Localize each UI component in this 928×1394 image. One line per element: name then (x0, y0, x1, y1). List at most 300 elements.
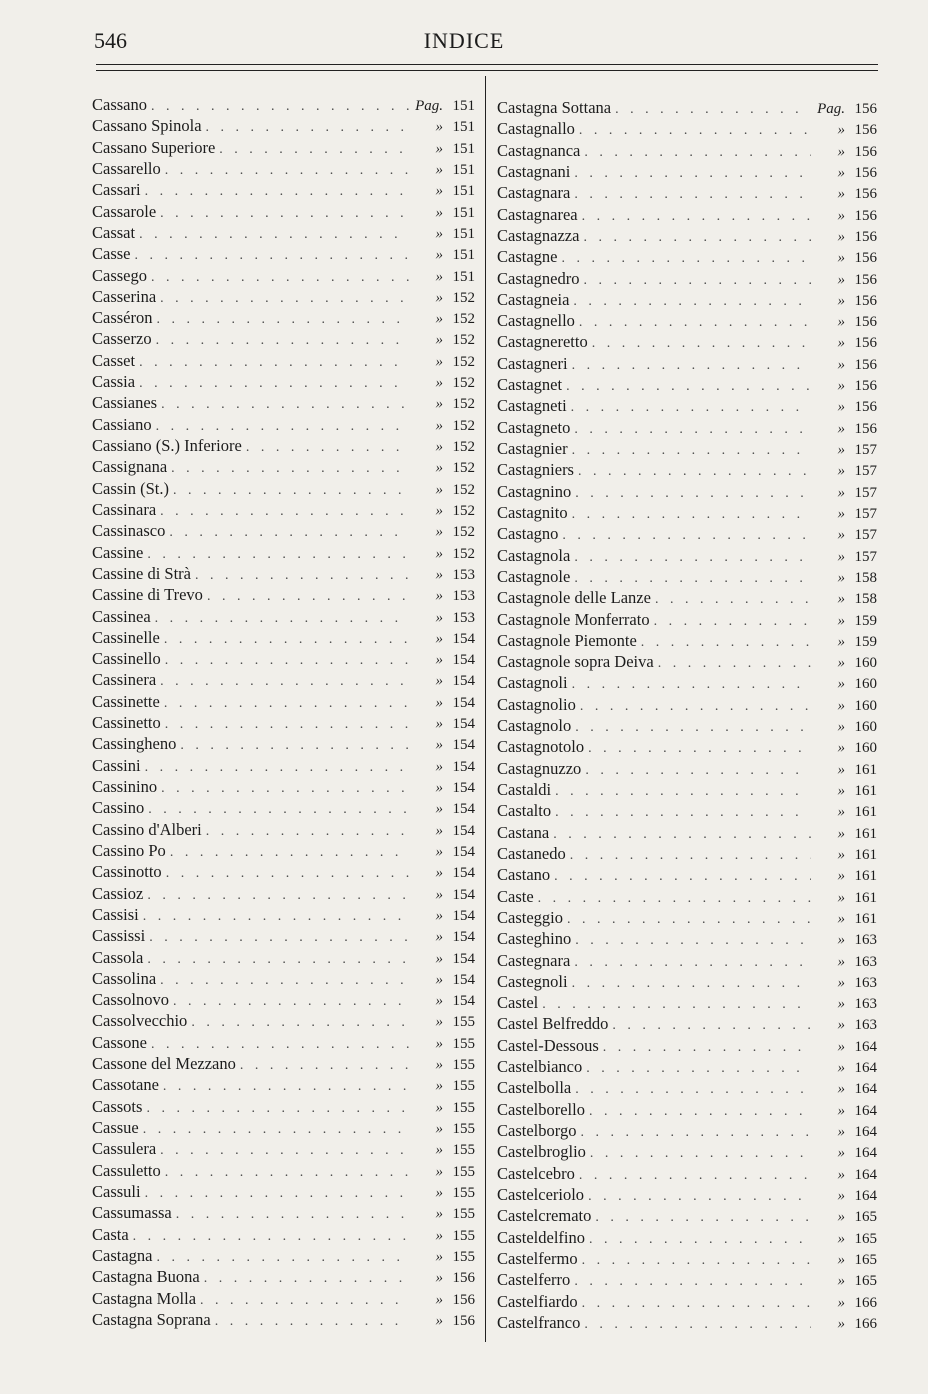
entry-ditto-mark: » (435, 609, 443, 626)
dot-leader (164, 693, 409, 712)
dot-leader (170, 842, 409, 861)
entry-name: Castaldi (497, 780, 552, 799)
entry-page-number: 156 (452, 1291, 475, 1308)
index-entry (497, 886, 877, 907)
index-entry (497, 140, 877, 161)
entry-name: Castagna Molla (92, 1288, 197, 1308)
entry-page-number: 154 (452, 822, 475, 839)
dot-leader (575, 717, 811, 736)
entry-page-number: 152 (452, 353, 475, 370)
entry-name: Cassumassa (92, 1203, 172, 1223)
index-entry (92, 456, 475, 477)
index-entry (92, 1010, 475, 1031)
entry-name: Castagnet (497, 375, 563, 395)
entry-page-number: 160 (854, 655, 877, 672)
dot-leader (574, 952, 811, 971)
entry-ditto-mark: » (837, 1187, 845, 1204)
page-title: INDICE (423, 28, 505, 53)
entry-name: Cassolina (92, 968, 157, 988)
entry-page-number: 152 (452, 545, 475, 562)
entry-ditto-mark: » (837, 378, 845, 395)
dot-leader (654, 611, 811, 630)
index-entry (497, 204, 877, 225)
entry-ditto-mark: » (435, 545, 443, 562)
entry-ditto-mark: » (837, 164, 845, 181)
entry-page-number: 155 (452, 1014, 475, 1031)
entry-page-number: 161 (854, 846, 877, 863)
entry-name: Castelborgo (497, 1121, 577, 1140)
entry-name: Castegnara (497, 950, 571, 970)
index-entry (92, 1266, 475, 1287)
entry-name: Cassino (92, 798, 145, 818)
entry-ditto-mark: » (837, 612, 845, 629)
dot-leader (582, 206, 811, 225)
entry-page-number: 152 (452, 332, 475, 349)
entry-page-number: 154 (452, 630, 475, 647)
entry-page-number: 152 (452, 502, 475, 519)
dot-leader (246, 437, 409, 456)
dot-leader (585, 760, 811, 779)
dot-leader (200, 1290, 409, 1309)
entry-page-number: 165 (854, 1273, 877, 1290)
entry-page-number: 152 (452, 481, 475, 498)
dot-leader (240, 1055, 409, 1074)
entry-page-number: 156 (854, 314, 877, 331)
entry-page-number: 154 (452, 673, 475, 690)
index-entry (497, 822, 877, 843)
entry-ditto-mark: » (435, 204, 443, 221)
dot-leader (176, 1204, 409, 1223)
dot-leader (206, 821, 409, 840)
entry-page-number: 157 (854, 505, 877, 522)
entry-page-number: 164 (854, 1145, 877, 1162)
entry-name: Castano (497, 865, 551, 885)
entry-ditto-mark: » (435, 1248, 443, 1265)
index-entry (497, 587, 877, 608)
dot-leader (156, 330, 409, 349)
entry-name: Cassotane (92, 1075, 159, 1095)
entry-name: Castalto (497, 801, 552, 821)
entry-ditto-mark: » (837, 761, 845, 778)
entry-page-number: 154 (452, 950, 475, 967)
entry-name: Castagnotolo (497, 737, 585, 757)
entry-ditto-mark: » (837, 548, 845, 565)
dot-leader (148, 799, 409, 818)
entry-page-number: 156 (854, 143, 877, 160)
index-entry (92, 179, 475, 200)
index-entry (92, 989, 475, 1010)
index-entry (92, 478, 475, 499)
entry-name: Casserzo (92, 329, 152, 349)
index-entry (92, 691, 475, 712)
dot-leader (139, 224, 409, 243)
index-entry (497, 609, 877, 630)
dot-leader (160, 288, 409, 307)
entry-page-number: 155 (452, 1206, 475, 1223)
entry-name: Casset (92, 350, 136, 370)
entry-name: Castagniers (497, 460, 574, 480)
dot-leader (147, 949, 409, 968)
entry-page-number: 151 (452, 268, 475, 285)
entry-name: Cassiano (S.) Inferiore (92, 436, 242, 455)
entry-page-number: 156 (854, 101, 877, 117)
entry-ditto-mark: » (435, 396, 443, 413)
entry-name: Castagno (497, 524, 559, 544)
entry-page-number: 152 (452, 417, 475, 434)
entry-ditto-mark: » (435, 780, 443, 796)
entry-name: Cassots (92, 1096, 143, 1116)
entry-page-number: 164 (854, 1038, 877, 1055)
entry-ditto-mark: » (837, 1209, 845, 1226)
entry-page-number: 164 (854, 1060, 877, 1077)
dot-leader (538, 888, 811, 907)
entry-page-number: 156 (452, 1270, 475, 1287)
dot-leader (575, 930, 811, 949)
index-entry (92, 137, 475, 158)
column-divider (485, 76, 486, 1342)
entry-ditto-mark: » (837, 1294, 845, 1311)
entry-page-number: 156 (854, 186, 877, 203)
index-entry (92, 1224, 475, 1245)
entry-name: Cassarello (92, 158, 161, 178)
dot-leader (173, 480, 409, 499)
entry-name: Casta (92, 1224, 129, 1244)
entry-ditto-mark: » (837, 996, 845, 1013)
entry-name: Castana (497, 822, 550, 842)
dot-leader (553, 824, 811, 843)
index-entry (497, 566, 877, 587)
entry-name: Castagnole Monferrato (497, 609, 650, 629)
entry-page-number: 152 (452, 396, 475, 413)
entry-name: Castelfermo (497, 1248, 578, 1268)
entry-page-number: 154 (452, 737, 475, 754)
entry-ditto-mark: » (837, 740, 845, 757)
entry-page-number: 160 (854, 676, 877, 693)
index-entry (92, 115, 475, 136)
header-rule (96, 64, 878, 65)
entry-ditto-mark: Pag. (817, 101, 845, 117)
entry-page-number: 160 (854, 719, 877, 736)
entry-page-number: 161 (854, 910, 877, 927)
dot-leader (570, 845, 811, 864)
dot-leader (160, 203, 409, 222)
dot-leader (161, 394, 409, 413)
index-entry (497, 97, 877, 118)
entry-name: Casserina (92, 286, 157, 306)
entry-name: Cassino d'Alberi (92, 819, 202, 839)
entry-name: Castagnazza (497, 225, 580, 245)
entry-name: Casteghino (497, 929, 572, 949)
dot-leader (163, 1076, 409, 1095)
dot-leader (561, 248, 811, 267)
index-entry (92, 1288, 475, 1309)
dot-leader (579, 312, 811, 331)
entry-page-number: 164 (854, 1187, 877, 1204)
dot-leader (204, 1268, 409, 1287)
entry-name: Cassinette (92, 691, 160, 711)
entry-name: Cassissi (92, 926, 146, 946)
entry-ditto-mark: » (837, 228, 845, 245)
dot-leader (612, 1015, 811, 1034)
dot-leader (147, 544, 409, 563)
entry-ditto-mark: » (837, 1017, 845, 1034)
entry-name: Cassine di Trevo (92, 585, 203, 605)
entry-ditto-mark: » (435, 993, 443, 1010)
entry-name: Castagnarea (497, 204, 578, 224)
entry-name: Cassuli (92, 1181, 141, 1201)
entry-name: Castagnole sopra Deiva (497, 652, 654, 672)
entry-page-number: 152 (452, 524, 475, 541)
dot-leader (145, 757, 409, 776)
entry-name: Casteggio (497, 907, 563, 927)
entry-ditto-mark: » (837, 143, 845, 160)
index-entry (497, 758, 877, 779)
index-entry (92, 797, 475, 818)
dot-leader (147, 885, 409, 904)
entry-page-number: 155 (452, 1248, 475, 1265)
dot-leader (573, 291, 811, 310)
index-entry (92, 947, 475, 968)
index-entry (92, 265, 475, 286)
dot-leader (579, 1165, 811, 1184)
index-entry (92, 840, 475, 861)
entry-ditto-mark: » (435, 1227, 443, 1244)
index-entry (92, 201, 475, 222)
dot-leader (572, 355, 811, 374)
dot-leader (139, 352, 409, 371)
index-entry (497, 1269, 877, 1290)
entry-ditto-mark: » (837, 505, 845, 522)
entry-ditto-mark: » (435, 630, 443, 647)
index-entry (92, 819, 475, 840)
dot-leader (146, 1098, 409, 1117)
index-entry (497, 225, 877, 246)
entry-page-number: 154 (452, 907, 475, 924)
index-entry (497, 1312, 877, 1333)
index-entry (497, 907, 877, 928)
entry-ditto-mark: » (837, 719, 845, 736)
entry-ditto-mark: » (435, 886, 443, 903)
index-entry (92, 414, 475, 435)
entry-name: Castel-Dessous (497, 1035, 599, 1055)
index-entry (497, 502, 877, 523)
entry-ditto-mark: » (837, 655, 845, 672)
entry-name: Cassinetto (92, 713, 161, 733)
index-entry (497, 950, 877, 971)
entry-page-number: 156 (854, 122, 877, 139)
entry-page-number: 152 (452, 439, 475, 455)
entry-name: Castelcebro (497, 1163, 575, 1183)
entry-ditto-mark: » (435, 119, 443, 136)
entry-page-number: 156 (854, 335, 877, 352)
entry-ditto-mark: » (837, 442, 845, 458)
index-entry (497, 651, 877, 672)
entry-page-number: 164 (854, 1124, 877, 1140)
entry-ditto-mark: Pag. (415, 98, 443, 114)
entry-name: Cassinera (92, 670, 157, 690)
index-entry (92, 435, 475, 456)
entry-name: Castagnallo (497, 119, 575, 139)
entry-ditto-mark: » (435, 1163, 443, 1180)
entry-page-number: 155 (452, 1057, 475, 1074)
dot-leader (143, 1119, 409, 1138)
entry-ditto-mark: » (435, 758, 443, 775)
entry-page-number: 166 (854, 1294, 877, 1311)
entry-page-number: 156 (854, 271, 877, 288)
index-entry (92, 1032, 475, 1053)
index-entry (497, 672, 877, 693)
entry-ditto-mark: » (435, 652, 443, 669)
entry-name: Castagnito (497, 502, 568, 522)
entry-page-number: 157 (854, 442, 877, 458)
entry-ditto-mark: » (435, 694, 443, 711)
entry-ditto-mark: » (837, 1038, 845, 1055)
dot-leader (165, 714, 409, 733)
entry-name: Cassinelle (92, 627, 160, 647)
dot-leader (165, 160, 409, 179)
dot-leader (161, 778, 409, 797)
entry-ditto-mark: » (837, 889, 845, 906)
entry-ditto-mark: » (837, 399, 845, 416)
entry-ditto-mark: » (435, 822, 443, 839)
index-entry (497, 843, 877, 864)
dot-leader (219, 139, 409, 158)
index-entry (497, 1013, 877, 1034)
index-entry (92, 883, 475, 904)
entry-page-number: 156 (854, 207, 877, 224)
entry-name: Casséron (92, 308, 153, 328)
entry-ditto-mark: » (435, 907, 443, 924)
index-entry (497, 374, 877, 395)
entry-ditto-mark: » (435, 1206, 443, 1223)
entry-page-number: 152 (452, 311, 475, 328)
dot-leader (574, 547, 811, 566)
entry-ditto-mark: » (435, 716, 443, 733)
entry-page-number: 156 (854, 228, 877, 245)
entry-page-number: 163 (854, 1017, 877, 1034)
dot-leader (574, 1271, 811, 1290)
index-entry (497, 1291, 877, 1312)
entry-ditto-mark: » (837, 633, 845, 650)
entry-page-number: 156 (854, 399, 877, 416)
entry-name: Castagna (92, 1245, 153, 1265)
entry-name: Cassiano (92, 414, 152, 434)
dot-leader (615, 99, 811, 118)
entry-page-number: 157 (854, 548, 877, 565)
index-entry (92, 648, 475, 669)
entry-page-number: 154 (452, 993, 475, 1010)
dot-leader (156, 416, 409, 435)
index-entry (92, 1245, 475, 1266)
entry-ditto-mark: » (837, 271, 845, 288)
entry-ditto-mark: » (435, 843, 443, 860)
entry-name: Cassone (92, 1032, 147, 1052)
entry-ditto-mark: » (435, 353, 443, 370)
entry-ditto-mark: » (837, 484, 845, 501)
entry-ditto-mark: » (837, 1081, 845, 1098)
index-entry (92, 520, 475, 541)
entry-ditto-mark: » (837, 1060, 845, 1077)
index-entry (92, 733, 475, 754)
entry-ditto-mark: » (837, 1124, 845, 1140)
entry-ditto-mark: » (435, 439, 443, 455)
dot-leader (582, 1293, 811, 1312)
entry-name: Castagna Soprana (92, 1309, 211, 1329)
dot-leader (580, 696, 811, 715)
dot-leader (603, 1037, 811, 1056)
entry-ditto-mark: » (435, 1099, 443, 1116)
entry-ditto-mark: » (435, 1057, 443, 1074)
dot-leader (165, 650, 409, 669)
dot-leader (574, 163, 811, 182)
index-entry (92, 755, 475, 776)
dot-leader (139, 373, 409, 392)
entry-page-number: 159 (854, 612, 877, 629)
entry-page-number: 154 (452, 865, 475, 882)
index-entry (497, 992, 877, 1013)
entry-name: Cassola (92, 947, 144, 967)
entry-name: Castagnola (497, 545, 571, 565)
index-entry (92, 350, 475, 371)
entry-name: Castagnole Piemonte (497, 630, 637, 650)
index-entry (497, 545, 877, 566)
index-entry (497, 417, 877, 438)
dot-leader (206, 117, 409, 136)
entry-name: Cassianes (92, 393, 158, 413)
dot-leader (145, 181, 409, 200)
entry-name: Casse (92, 244, 131, 264)
entry-page-number: 157 (854, 463, 877, 480)
index-entry (497, 161, 877, 182)
index-entry (497, 1099, 877, 1120)
dot-leader (133, 1226, 409, 1245)
entry-page-number: 156 (854, 420, 877, 437)
entry-name: Cassone del Mezzano (92, 1054, 236, 1074)
index-entry (497, 1056, 877, 1077)
entry-name: Castelfranco (497, 1312, 581, 1332)
dot-leader (579, 120, 811, 139)
entry-page-number: 161 (854, 761, 877, 778)
entry-page-number: 155 (452, 1163, 475, 1180)
entry-name: Castelbolla (497, 1078, 572, 1098)
index-entry (497, 118, 877, 139)
index-entry (92, 222, 475, 243)
dot-leader (574, 184, 811, 203)
entry-name: Castelceriolo (497, 1184, 585, 1204)
dot-leader (135, 245, 410, 264)
entry-page-number: 165 (854, 1209, 877, 1226)
entry-ditto-mark: » (435, 161, 443, 178)
entry-name: Castagneia (497, 289, 570, 309)
entry-ditto-mark: » (435, 971, 443, 988)
index-entry (92, 627, 475, 648)
index-entry (92, 1096, 475, 1117)
entry-ditto-mark: » (435, 1291, 443, 1308)
index-entry (497, 1205, 877, 1226)
entry-name: Cassine di Strà (92, 563, 191, 583)
entry-page-number: 155 (452, 1227, 475, 1244)
entry-page-number: 158 (854, 591, 877, 608)
entry-ditto-mark: » (837, 974, 845, 991)
entry-ditto-mark: » (837, 186, 845, 203)
entry-ditto-mark: » (837, 953, 845, 970)
entry-name: Cassolnovo (92, 990, 170, 1010)
index-entry (92, 392, 475, 413)
index-entry (92, 286, 475, 307)
dot-leader (143, 906, 409, 925)
index-entry (92, 542, 475, 563)
entry-page-number: 151 (452, 161, 475, 178)
